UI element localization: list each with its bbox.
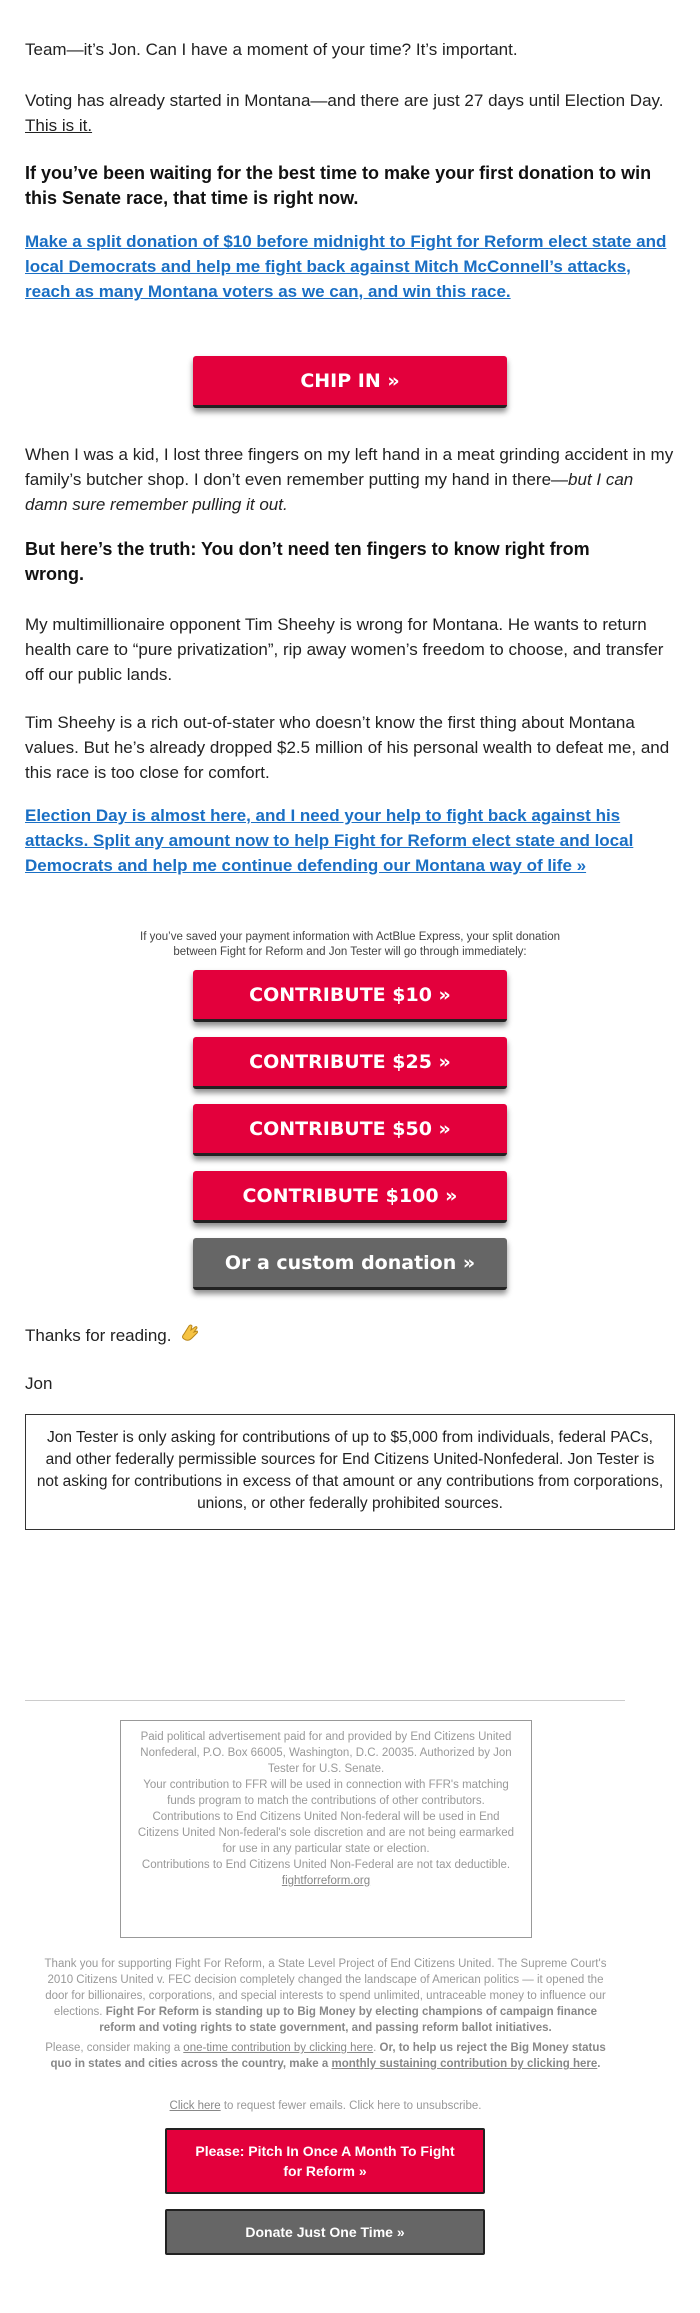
- bold-callout: If you’ve been waiting for the best time to make your first donation to win this Senate race, that time is right now.: [25, 163, 652, 208]
- contribute-10-button[interactable]: CONTRIBUTE $10 »: [193, 970, 507, 1022]
- footer-thanks-bold: Fight For Reform is standing up to Big Money by electing champions of campaign finance reform and voting rights to state government, and passing reform ballot initiatives.: [99, 2006, 598, 2034]
- chip-in-button[interactable]: CHIP IN »: [193, 356, 507, 408]
- consider-pre: Please, consider making a: [45, 2042, 184, 2054]
- footer-consider: [38, 2040, 613, 2072]
- opponent-paragraph-2: Tim Sheehy is a rich out-of-stater who doesn’t know the first thing about Montana values. But he’s already dropped $2.5 million of his personal wealth to defeat me, and this race is too close for comfort.: [25, 713, 670, 782]
- donate-one-time-button[interactable]: Donate Just One Time »: [165, 2209, 485, 2255]
- ffr-matching-text: Your contribution to FFR will be used in connection with FFR's matching funds program to match the contributions of other contributors.: [143, 1779, 509, 1807]
- contribute-50-button[interactable]: CONTRIBUTE $50 »: [193, 1104, 507, 1156]
- cta-paragraph-2: [25, 803, 675, 878]
- split-donation-link[interactable]: Make a split donation of $10 before midnight to Fight for Reform elect state and local Democrats and help me fight back against Mitch McConnell’s attacks, reach as many Montana voters as we can, and win this race.: [25, 232, 667, 301]
- custom-donation-button[interactable]: Or a custom donation »: [193, 1238, 507, 1290]
- paid-by-text: Paid political advertisement paid for and provided by End Citizens United Nonfederal, P.O. Box 66005, Washington, D.C. 20035. Authorized by Jon Tester for U.S. Senate.: [140, 1731, 512, 1775]
- actblue-note: If you’ve saved your payment information with ActBlue Express, your split donation between Fight for Reform and Jon Tester will go through immediately:: [140, 930, 560, 958]
- contribute-100-button[interactable]: CONTRIBUTE $100 »: [193, 1171, 507, 1223]
- this-is-it-link[interactable]: This is it.: [25, 116, 93, 135]
- voting-paragraph: [25, 88, 675, 138]
- footer-thanks-text: Thank you for supporting Fight For Reform, a State Level Project of End Citizens United. The Supreme Court's 2010 Citizens United v. FEC decision completely changed the landscape of American politics — it opened the door for billionaires, corporations, and special interests to spend unlimited, untraceable money to influence our elections.: [44, 1958, 607, 2018]
- signature: Jon: [25, 1374, 53, 1393]
- story-paragraph: [25, 442, 675, 517]
- fightforreform-link[interactable]: fightforreform.org: [281, 1875, 371, 1887]
- one-time-contribution-link[interactable]: one-time contribution by clicking here: [183, 2042, 374, 2054]
- split-any-amount-link[interactable]: Election Day is almost here, and I need your help to fight back against his attacks. Split any amount now to help Fight for Reform elect state and local Democrats and help me continue defending our Montana way of life »: [25, 806, 634, 875]
- thanks-text: Thanks for reading.: [25, 1325, 172, 1345]
- consider-bold-text: Or, to help us reject the Big Money status quo in states and cities across the country, make a: [50, 2042, 606, 2070]
- paid-for-box: [120, 1720, 532, 1938]
- monthly-pitch-in-button[interactable]: Please: Pitch In Once A Month To Fight for Reform »: [165, 2128, 485, 2194]
- consider-mid: .: [373, 2042, 380, 2054]
- fewer-emails-link[interactable]: Click here: [169, 2100, 221, 2112]
- footer-divider: [25, 1700, 625, 1701]
- contribution-disclaimer: Jon Tester is only asking for contributions of up to $5,000 from individuals, federal PACs, and other federally permissible sources for End Citizens United-Nonfederal. Jon Tester is not asking for contributions in excess of that amount or any contributions from corporations, unions, or other federally prohibited sources.: [25, 1414, 675, 1530]
- intro-text: Team—it’s Jon. Can I have a moment of your time? It’s important.: [25, 40, 518, 59]
- thanks-line: [25, 1322, 675, 1351]
- truth-heading: But here’s the truth: You don’t need ten fingers to know right from wrong.: [25, 539, 590, 584]
- story-italic: but I can damn sure remember pulling it out.: [25, 470, 634, 514]
- story-text: When I was a kid, I lost three fingers on my left hand in a meat grinding accident in my family’s butcher shop. I don’t even remember putting my hand in there—: [25, 445, 674, 489]
- voting-text: Voting has already started in Montana—and there are just 27 days until Election Day.: [25, 91, 664, 110]
- unsubscribe-text: to request fewer emails. Click here to unsubscribe.: [220, 2100, 482, 2112]
- contribute-25-button[interactable]: CONTRIBUTE $25 »: [193, 1037, 507, 1089]
- hand-wave-icon: [180, 1322, 200, 1351]
- tax-text: Contributions to End Citizens United Non-Federal are not tax deductible.: [141, 1859, 511, 1871]
- opponent-paragraph-1: My multimillionaire opponent Tim Sheehy is wrong for Montana. He wants to return health care to “pure privatization”, rip away women’s freedom to choose, and transfer off our public lands.: [25, 615, 664, 684]
- footer-thanks: [38, 1956, 613, 2036]
- ecu-use-text: Contributions to End Citizens United Non-federal will be used in End Citizens United Non-federal's sole discretion and are not being earmarked for use in any particular state or election.: [137, 1811, 515, 1855]
- consider-end: .: [597, 2058, 601, 2070]
- cta-paragraph-1: [25, 229, 675, 304]
- monthly-contribution-link[interactable]: monthly sustaining contribution by clicking here: [331, 2058, 598, 2070]
- footer-unsubscribe: [38, 2098, 613, 2114]
